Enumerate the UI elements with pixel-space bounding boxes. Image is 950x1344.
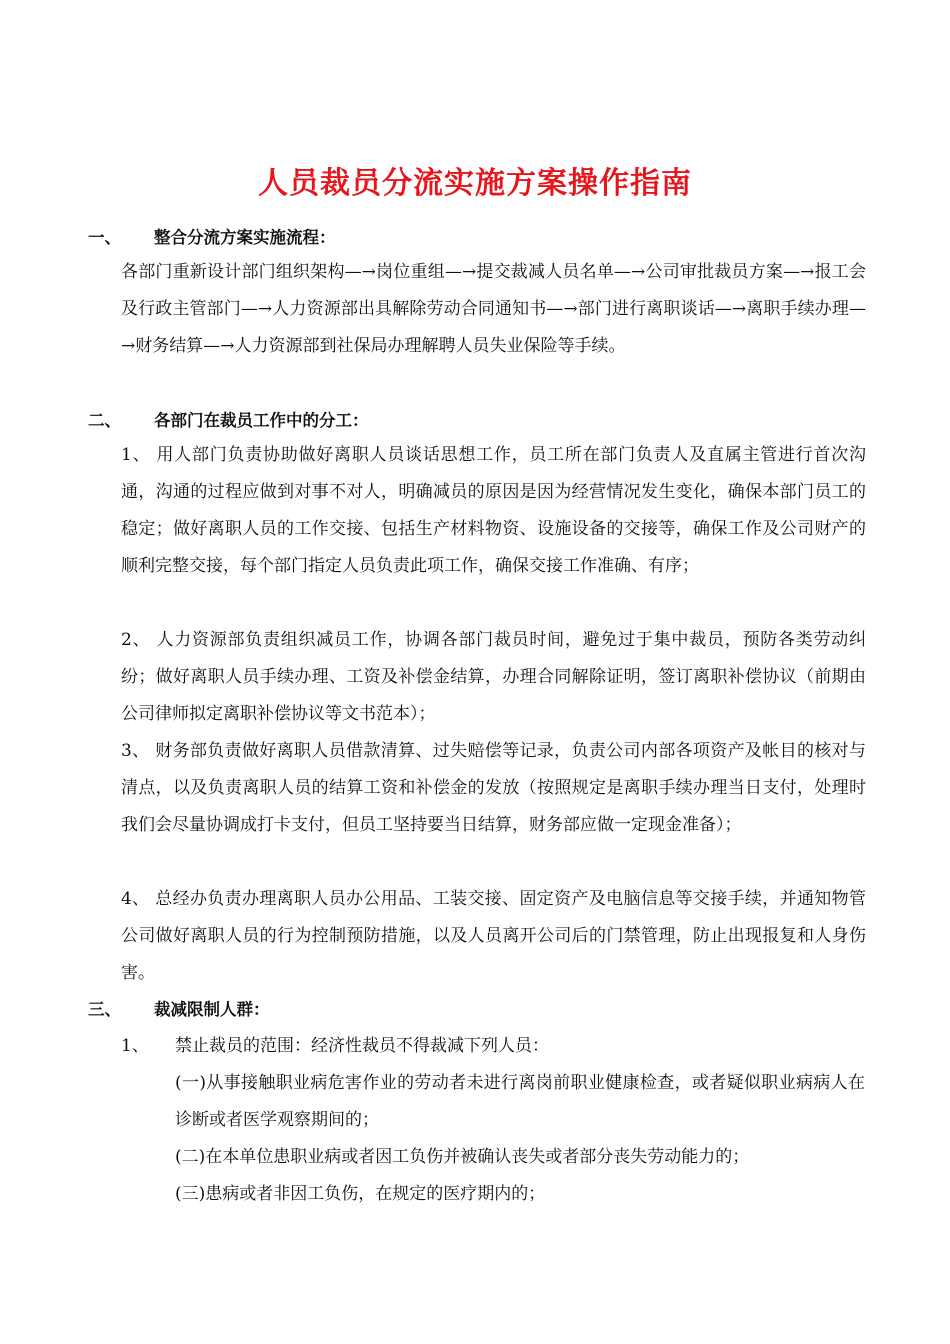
- section-number: 一、: [88, 228, 121, 247]
- clause-item: (一)从事接触职业病危害作业的劳动者未进行离岗前职业健康检查，或者疑似职业病病人在诊断或者医学观察期间的；: [175, 1073, 865, 1130]
- list-item: 1、 用人部门负责协助做好离职人员谈话思想工作，员工所在部门负责人及直属主管进行首次沟通，沟通的过程应做到对事不对人，明确减员的原因是因为经营情况发生变化，确保本部门员工的稳定；做好离职人员的工作交接、包括生产材料物资、设施设备的交接等，确保工作及公司财产的顺利完整交接，每个部门指定人员负责此项工作，确保交接工作准确、有序；: [121, 445, 866, 576]
- sub-item-text: 禁止裁员的范围：经济性裁员不得裁减下列人员：: [175, 1036, 549, 1056]
- clause-item: (三)患病或者非因工负伤，在规定的医疗期内的；: [175, 1184, 546, 1204]
- clause-item: (二)在本单位患职业病或者因工负伤并被确认丧失或者部分丧失劳动能力的；: [175, 1147, 750, 1167]
- section-title: 各部门在裁员工作中的分工：: [154, 411, 369, 430]
- section-heading-1: [88, 226, 336, 250]
- page-title: 人员裁员分流实施方案操作指南: [258, 166, 692, 201]
- section-heading-3: [88, 998, 270, 1022]
- section-title: 裁减限制人群：: [154, 1000, 270, 1019]
- section-title: 整合分流方案实施流程：: [154, 228, 336, 247]
- list-item: 4、 总经办负责办理离职人员办公用品、工装交接、固定资产及电脑信息等交接手续，并通知物管公司做好离职人员的行为控制预防措施，以及人员离开公司后的门禁管理，防止出现报复和人身伤害。: [121, 889, 866, 983]
- list-item: 3、 财务部负责做好离职人员借款清算、过失赔偿等记录，负责公司内部各项资产及帐目的核对与清点，以及负责离职人员的结算工资和补偿金的发放（按照规定是离职手续办理当日支付，处理时我们会尽量协调成打卡支付，但员工坚持要当日结算，财务部应做一定现金准备）；: [121, 741, 866, 835]
- section-number: 三、: [88, 1000, 121, 1019]
- section-heading-2: [88, 409, 369, 433]
- sub-item-number: 1、: [121, 1036, 149, 1056]
- section-paragraph-1: 各部门重新设计部门组织架构—→岗位重组—→提交裁减人员名单—→公司审批裁员方案—→报工会及行政主管部门—→人力资源部出具解除劳动合同通知书—→部门进行离职谈话—→离职手续办理—→财务结算—→人力资源部到社保局办理解聘人员失业保险等手续。: [121, 262, 866, 356]
- section-number: 二、: [88, 411, 121, 430]
- list-item: 2、 人力资源部负责组织减员工作，协调各部门裁员时间，避免过于集中裁员，预防各类劳动纠纷；做好离职人员手续办理、工资及补偿金结算，办理合同解除证明，签订离职补偿协议（前期由公司律师拟定离职补偿协议等文书范本）；: [121, 630, 866, 724]
- sub-item: [121, 1028, 866, 1065]
